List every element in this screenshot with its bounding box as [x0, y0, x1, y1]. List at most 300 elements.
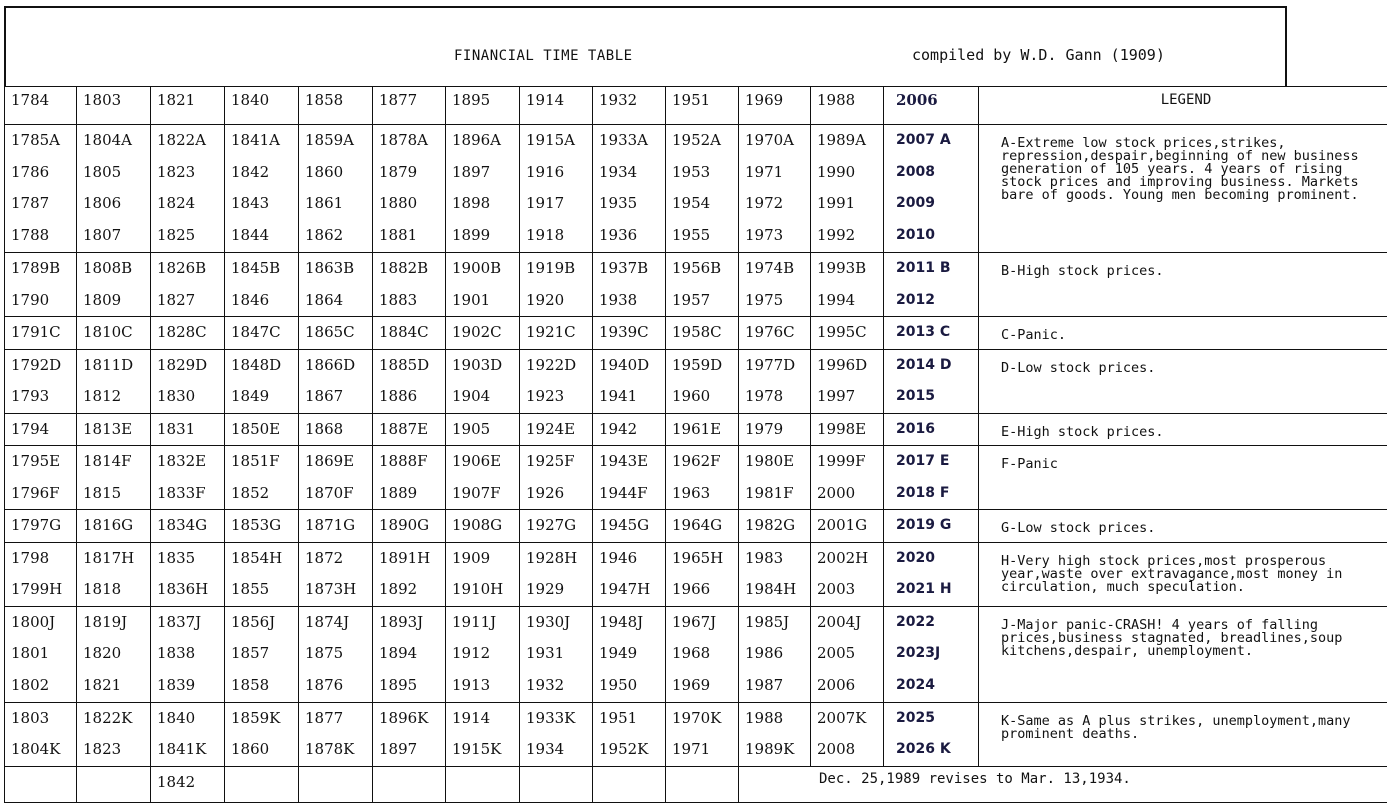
- year-entry: 1961E: [672, 419, 722, 438]
- year-entry: 1916: [526, 162, 565, 181]
- year-entry: 1973: [745, 225, 784, 244]
- year-cell: [666, 510, 739, 543]
- year-entry: 1933A: [599, 131, 649, 149]
- year-entry: 1826B: [157, 259, 207, 277]
- year-cell: [225, 253, 299, 317]
- year-cell: [666, 606, 739, 702]
- year-entry: 1788: [11, 225, 50, 244]
- year-entry: 2020: [896, 549, 935, 566]
- year-entry: 2009: [896, 195, 935, 211]
- year-cell: [225, 446, 299, 510]
- year-entry: 1948J: [599, 612, 644, 631]
- year-entry: 1840: [157, 708, 196, 727]
- legend-entry: D-Low stock prices.: [979, 349, 1387, 413]
- header-year: 1877: [379, 91, 418, 109]
- year-entry: 1909: [452, 548, 491, 567]
- year-cell: [151, 125, 225, 253]
- year-entry: 1964G: [672, 516, 723, 534]
- year-entry: 2019 G: [896, 517, 952, 533]
- year-cell: [520, 253, 593, 317]
- year-entry: 1922D: [526, 355, 577, 374]
- year-entry: 1915A: [526, 131, 576, 149]
- year-entry: 2005: [817, 644, 856, 662]
- legend-entry: K-Same as A plus strikes, unemployment,many prominent deaths.: [979, 702, 1387, 766]
- year-entry: 1794: [11, 419, 50, 438]
- year-cell: [884, 253, 979, 317]
- year-entry: 1888F: [379, 452, 428, 470]
- header-year: 1840: [231, 91, 270, 109]
- year-entry: 1958C: [672, 323, 722, 341]
- year-entry: 1901: [452, 290, 491, 309]
- legend-entry: E-High stock prices.: [979, 413, 1387, 446]
- year-entry: 1995C: [817, 323, 867, 341]
- year-entry: 1971: [672, 740, 711, 758]
- year-cell: [5, 125, 77, 253]
- year-entry: 1855: [231, 580, 270, 598]
- year-cell: [739, 542, 811, 606]
- year-cell: [593, 253, 666, 317]
- year-entry: 1937B: [599, 259, 649, 277]
- year-entry: 1880: [379, 194, 418, 212]
- year-entry: 1787: [11, 194, 50, 212]
- year-entry: 2023J: [896, 645, 941, 661]
- year-cell: [77, 253, 151, 317]
- year-entry: 1841A: [231, 131, 281, 149]
- cycle-group-row: [5, 446, 1387, 510]
- year-entry: 1845B: [231, 259, 281, 277]
- year-entry: 1953: [672, 162, 711, 181]
- year-entry: 1934: [599, 162, 638, 181]
- year-entry: 1908G: [452, 516, 503, 534]
- year-cell: [593, 542, 666, 606]
- year-entry: 1996D: [817, 355, 868, 374]
- year-entry: 1938: [599, 290, 638, 309]
- header-year-cell: [299, 87, 373, 125]
- year-entry: 1981F: [745, 483, 794, 502]
- year-cell: [593, 349, 666, 413]
- legend-entry: C-Panic.: [979, 317, 1387, 350]
- year-cell: [520, 125, 593, 253]
- year-cell: [5, 446, 77, 510]
- year-entry: 1815: [83, 483, 122, 502]
- year-cell: [666, 413, 739, 446]
- year-cell: [5, 542, 77, 606]
- year-entry: 1823: [83, 740, 122, 758]
- header-year: 1858: [305, 91, 344, 109]
- year-entry: 2003: [817, 580, 856, 598]
- year-cell: [77, 125, 151, 253]
- year-cell: [520, 542, 593, 606]
- year-entry: 1789B: [11, 259, 61, 277]
- header-year-cell: [884, 87, 979, 125]
- year-cell: [77, 510, 151, 543]
- year-cell: [593, 606, 666, 702]
- year-cell: [739, 413, 811, 446]
- year-entry: 2014 D: [896, 356, 952, 373]
- year-entry: 1931: [526, 644, 565, 662]
- year-cell: [739, 510, 811, 543]
- year-entry: 1944F: [599, 483, 648, 502]
- year-entry: 1923: [526, 387, 565, 405]
- year-entry: 1861: [305, 194, 344, 212]
- year-cell: [811, 542, 884, 606]
- year-cell: [299, 253, 373, 317]
- year-entry: 1935: [599, 194, 638, 212]
- year-cell: [739, 253, 811, 317]
- cycle-group-row: [5, 125, 1387, 253]
- year-entry: 2024: [896, 676, 935, 693]
- year-entry: 1814F: [83, 452, 132, 470]
- year-entry: 1877: [305, 708, 344, 727]
- year-entry: 1891H: [379, 548, 431, 567]
- year-entry: 1802: [11, 675, 50, 694]
- year-entry: 1919B: [526, 259, 576, 277]
- year-entry: 1848D: [231, 355, 282, 374]
- year-entry: 1903D: [452, 355, 503, 374]
- cycle-group-row: [5, 542, 1387, 606]
- year-cell: [373, 606, 446, 702]
- year-entry: 1914: [452, 708, 491, 727]
- year-cell: [151, 317, 225, 350]
- year-entry: 1912: [452, 644, 491, 662]
- revision-note: Dec. 25,1989 revises to Mar. 13,1934.: [739, 766, 1387, 802]
- year-entry: 1925F: [526, 452, 575, 470]
- year-entry: 1841K: [157, 740, 207, 758]
- year-entry: 1851F: [231, 452, 280, 470]
- year-cell: [520, 606, 593, 702]
- year-cell: [593, 413, 666, 446]
- year-entry: 1927G: [526, 516, 577, 534]
- year-cell: [151, 413, 225, 446]
- year-entry: 1947H: [599, 580, 651, 598]
- year-entry: 1985J: [745, 612, 790, 631]
- year-cell: [77, 317, 151, 350]
- footer-cell: [520, 766, 593, 802]
- year-entry: 2018 F: [896, 484, 950, 501]
- year-entry: 1838: [157, 644, 196, 662]
- year-cell: [151, 446, 225, 510]
- year-cell: [520, 702, 593, 766]
- footer-cell: [225, 766, 299, 802]
- year-entry: 1997: [817, 387, 856, 405]
- year-entry: 1978: [745, 387, 784, 405]
- year-entry: 1866D: [305, 355, 356, 374]
- year-cell: [225, 413, 299, 446]
- year-entry: 1926: [526, 483, 565, 502]
- year-entry: 1785A: [11, 131, 61, 149]
- year-entry: 1954: [672, 194, 711, 212]
- footer-cell: [446, 766, 520, 802]
- year-entry: 1865C: [305, 323, 355, 341]
- year-entry: 1972: [745, 194, 784, 212]
- year-entry: 1955: [672, 225, 711, 244]
- year-cell: [666, 317, 739, 350]
- year-entry: 1839: [157, 675, 196, 694]
- year-entry: 1805: [83, 162, 122, 181]
- cycle-group-row: [5, 317, 1387, 350]
- year-entry: 1905: [452, 419, 491, 438]
- year-entry: 1847C: [231, 323, 281, 341]
- year-cell: [225, 510, 299, 543]
- year-entry: 1828C: [157, 323, 207, 341]
- year-entry: 1872: [305, 548, 344, 567]
- year-entry: 1895: [379, 675, 418, 694]
- header-year-cell: [811, 87, 884, 125]
- year-entry: 1993B: [817, 259, 867, 277]
- year-cell: [520, 446, 593, 510]
- year-entry: 1987: [745, 675, 784, 694]
- year-entry: 2016: [896, 420, 935, 437]
- page-title: FINANCIAL TIME TABLE: [454, 48, 633, 64]
- year-entry: 1806: [83, 194, 122, 212]
- year-cell: [811, 317, 884, 350]
- year-cell: [225, 349, 299, 413]
- year-entry: 2007K: [817, 708, 867, 727]
- year-entry: 1992: [817, 225, 856, 244]
- footer-cell: [299, 766, 373, 802]
- year-entry: 1924E: [526, 419, 576, 438]
- year-entry: 1800J: [11, 612, 56, 631]
- year-cell: [299, 510, 373, 543]
- year-cell: [520, 349, 593, 413]
- year-entry: 1842: [231, 162, 270, 181]
- year-entry: 2008: [817, 740, 856, 758]
- year-cell: [373, 349, 446, 413]
- year-cell: [739, 349, 811, 413]
- year-entry: 1933K: [526, 708, 576, 727]
- year-cell: [739, 125, 811, 253]
- header-year: 1988: [817, 91, 856, 109]
- header-year-cell: [225, 87, 299, 125]
- year-cell: [446, 446, 520, 510]
- year-entry: 1917: [526, 194, 565, 212]
- header-year: 1914: [526, 91, 565, 109]
- legend-entry: B-High stock prices.: [979, 253, 1387, 317]
- header-year-cell: [666, 87, 739, 125]
- header-year: 1821: [157, 91, 196, 109]
- year-entry: 1798: [11, 548, 50, 567]
- legend-entry: F-Panic: [979, 446, 1387, 510]
- year-entry: 1832E: [157, 452, 207, 470]
- header-year: 1895: [452, 91, 491, 109]
- footer-cell: [666, 766, 739, 802]
- legend-header: LEGEND: [979, 87, 1387, 125]
- year-entry: 1870F: [305, 483, 354, 502]
- year-entry: 1886: [379, 387, 418, 405]
- year-cell: [884, 542, 979, 606]
- year-cell: [520, 317, 593, 350]
- year-entry: 1970A: [745, 131, 795, 149]
- year-cell: [151, 606, 225, 702]
- year-entry: 1915K: [452, 740, 502, 758]
- header-year: 1784: [11, 91, 50, 109]
- footer-cell: [373, 766, 446, 802]
- year-cell: [373, 413, 446, 446]
- year-entry: 1930J: [526, 612, 571, 631]
- year-entry: 1940D: [599, 355, 650, 374]
- year-cell: [151, 702, 225, 766]
- year-entry: 1823: [157, 162, 196, 181]
- year-entry: 1988: [745, 708, 784, 727]
- year-entry: 1911J: [452, 612, 497, 631]
- year-cell: [299, 317, 373, 350]
- year-entry: 2012: [896, 291, 935, 308]
- year-cell: [151, 510, 225, 543]
- year-cell: [373, 253, 446, 317]
- year-entry: 1881: [379, 225, 418, 244]
- header-year: 1803: [83, 91, 122, 109]
- year-entry: 1843: [231, 194, 270, 212]
- year-entry: 1967J: [672, 612, 717, 631]
- year-cell: [811, 253, 884, 317]
- year-entry: 1904: [452, 387, 491, 405]
- header-year-cell: [446, 87, 520, 125]
- year-entry: 1822K: [83, 708, 133, 727]
- year-entry: 1799H: [11, 580, 63, 598]
- year-entry: 2008: [896, 163, 935, 180]
- year-entry: 2025: [896, 709, 935, 726]
- year-cell: [446, 542, 520, 606]
- year-entry: 2015: [896, 388, 935, 404]
- year-entry: 1890G: [379, 516, 430, 534]
- year-cell: [811, 606, 884, 702]
- year-cell: [225, 542, 299, 606]
- footer-cell: [5, 766, 77, 802]
- year-entry: 1892: [379, 580, 418, 598]
- year-entry: 1804A: [83, 131, 133, 149]
- year-cell: [151, 542, 225, 606]
- year-entry: 1897: [379, 740, 418, 758]
- year-entry: 1820: [83, 644, 122, 662]
- year-entry: 1786: [11, 162, 50, 181]
- year-cell: [811, 413, 884, 446]
- header-year: 2006: [896, 91, 938, 109]
- year-entry: 1966: [672, 580, 711, 598]
- year-entry: 1816G: [83, 516, 134, 534]
- year-cell: [666, 446, 739, 510]
- year-entry: 1873H: [305, 580, 357, 598]
- year-cell: [373, 510, 446, 543]
- cycle-group-row: [5, 413, 1387, 446]
- year-entry: 1902C: [452, 323, 502, 341]
- year-entry: 1980E: [745, 452, 795, 470]
- year-entry: 1952K: [599, 740, 649, 758]
- header-year-cell: [739, 87, 811, 125]
- header-year-cell: [5, 87, 77, 125]
- year-entry: 1821: [83, 675, 122, 694]
- year-cell: [593, 125, 666, 253]
- year-entry: 1979: [745, 419, 784, 438]
- year-cell: [593, 510, 666, 543]
- year-entry: 1984H: [745, 580, 797, 598]
- year-cell: [225, 606, 299, 702]
- year-entry: 1791C: [11, 323, 61, 341]
- year-entry: 1859A: [305, 131, 355, 149]
- year-cell: [811, 446, 884, 510]
- year-entry: 1860: [231, 740, 270, 758]
- year-cell: [373, 317, 446, 350]
- footer-cell: [593, 766, 666, 802]
- year-cell: [884, 125, 979, 253]
- year-cell: [884, 317, 979, 350]
- year-cell: [373, 702, 446, 766]
- year-entry: 2004J: [817, 612, 862, 631]
- year-entry: 1804K: [11, 740, 61, 758]
- year-cell: [884, 702, 979, 766]
- year-cell: [811, 702, 884, 766]
- year-cell: [811, 349, 884, 413]
- year-entry: 1790: [11, 290, 50, 309]
- financial-time-table: [4, 86, 1387, 803]
- year-entry: 1999F: [817, 452, 866, 470]
- year-cell: [373, 542, 446, 606]
- year-entry: 1960: [672, 387, 711, 405]
- year-entry: 1989K: [745, 740, 795, 758]
- year-cell: [299, 606, 373, 702]
- year-entry: 1990: [817, 162, 856, 181]
- year-cell: [446, 413, 520, 446]
- year-entry: 1818: [83, 580, 122, 598]
- year-cell: [811, 510, 884, 543]
- year-entry: 1827: [157, 290, 196, 309]
- year-entry: 1810C: [83, 323, 133, 341]
- year-cell: [299, 413, 373, 446]
- year-cell: [884, 606, 979, 702]
- year-entry: 1833F: [157, 483, 206, 502]
- year-cell: [299, 125, 373, 253]
- year-entry: 1844: [231, 225, 270, 244]
- year-entry: 1793: [11, 387, 50, 405]
- legend-entry: J-Major panic-CRASH! 4 years of falling prices,business stagnated, breadlines,soup kitchens,despair, unemployment.: [979, 606, 1387, 702]
- year-entry: 1830: [157, 387, 196, 405]
- year-entry: 1894: [379, 644, 418, 662]
- year-cell: [5, 253, 77, 317]
- year-cell: [77, 702, 151, 766]
- year-entry: 1807: [83, 225, 122, 244]
- year-entry: 1913: [452, 675, 491, 694]
- year-cell: [299, 446, 373, 510]
- header-year: 1951: [672, 91, 711, 109]
- year-cell: [520, 510, 593, 543]
- year-cell: [225, 317, 299, 350]
- year-entry: 1856J: [231, 612, 276, 631]
- year-entry: 2002H: [817, 548, 869, 567]
- year-cell: [299, 542, 373, 606]
- year-entry: 1889: [379, 483, 418, 502]
- year-entry: 1857: [231, 644, 270, 662]
- year-entry: 1850E: [231, 419, 281, 438]
- year-entry: 1991: [817, 194, 856, 212]
- year-cell: [299, 349, 373, 413]
- year-cell: [811, 125, 884, 253]
- year-entry: 1943E: [599, 452, 649, 470]
- year-cell: [593, 702, 666, 766]
- year-cell: [446, 317, 520, 350]
- year-cell: [225, 702, 299, 766]
- year-cell: [446, 349, 520, 413]
- year-entry: 1846: [231, 290, 270, 309]
- header-year-cell: [373, 87, 446, 125]
- year-entry: 1854H: [231, 548, 283, 567]
- year-entry: 1867: [305, 387, 344, 405]
- year-cell: [299, 702, 373, 766]
- footer-cell: [77, 766, 151, 802]
- year-cell: [77, 349, 151, 413]
- year-entry: 1829D: [157, 355, 208, 374]
- year-entry: 1936: [599, 225, 638, 244]
- year-entry: 1887E: [379, 419, 429, 438]
- year-cell: [151, 253, 225, 317]
